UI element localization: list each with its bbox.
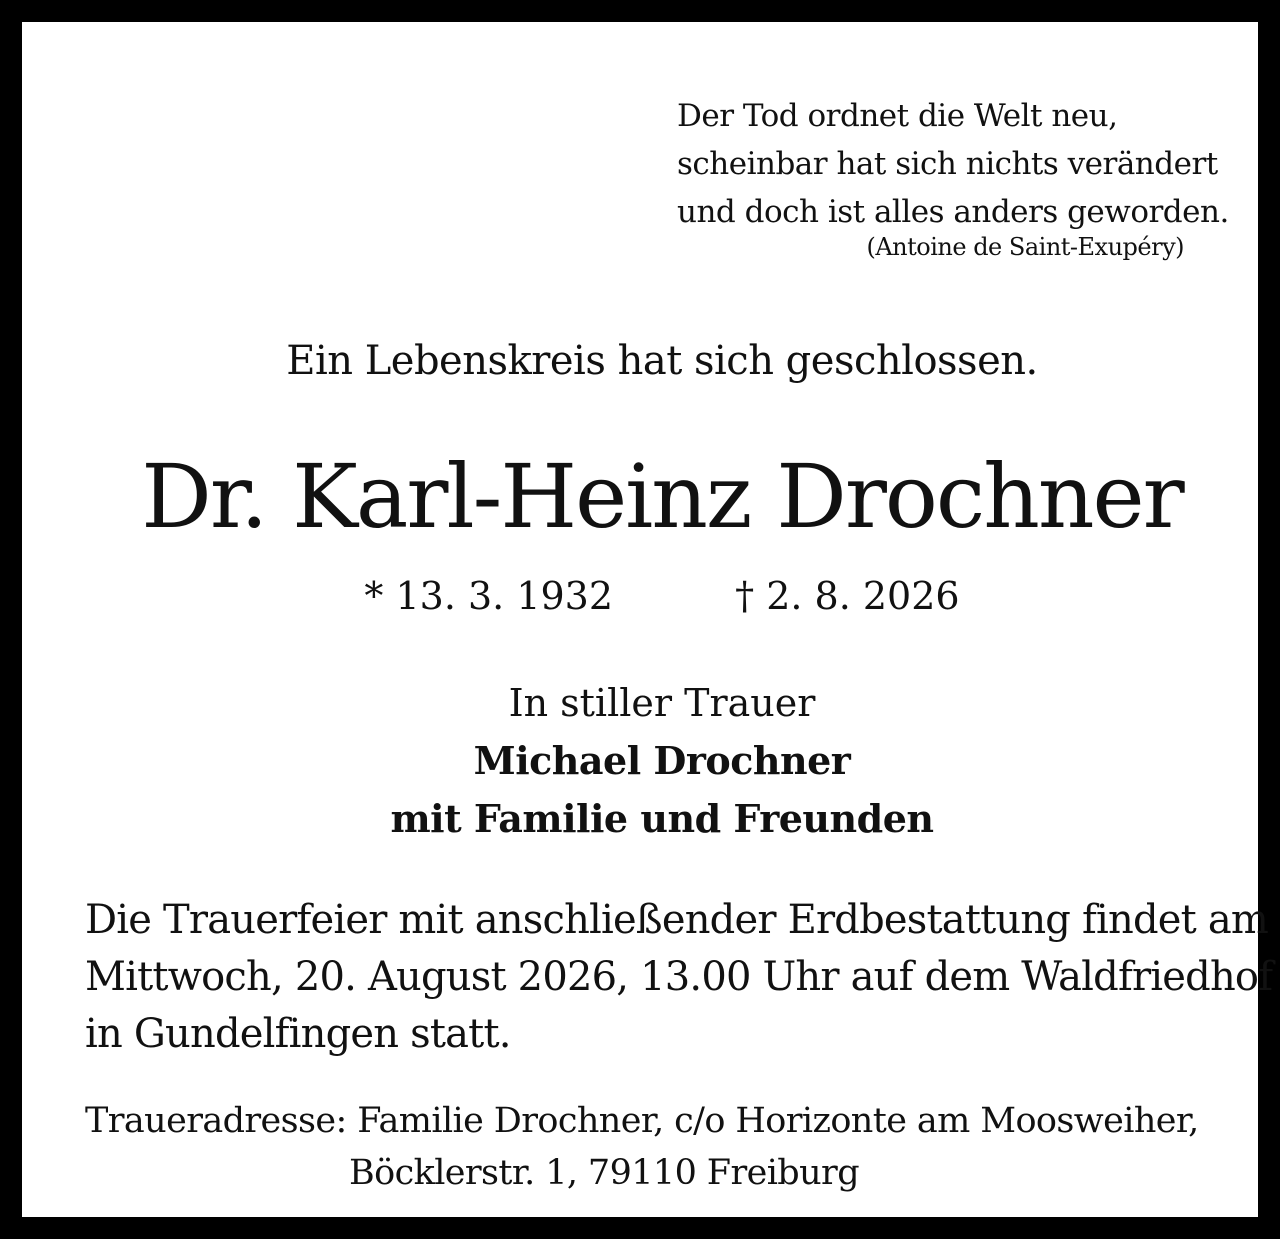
intro-line: Ein Lebenskreis hat sich geschlossen.: [286, 338, 1038, 384]
address-line: Böcklerstr. 1, 79110 Freiburg: [349, 1153, 859, 1193]
mourner-family: mit Familie und Freunden: [390, 796, 934, 841]
birth-date: * 13. 3. 1932: [364, 574, 614, 618]
quote-attribution: (Antoine de Saint-Exupéry): [866, 233, 1184, 261]
quote-line: scheinbar hat sich nichts verändert: [677, 146, 1218, 182]
ceremony-line: Die Trauerfeier mit anschließender Erdbestattung findet am: [85, 897, 1269, 943]
mourner-name: Michael Drochner: [473, 738, 851, 783]
epigraph-quote: [677, 92, 1247, 261]
deceased-name: Dr. Karl-Heinz Drochner: [141, 445, 1183, 548]
quote-line: und doch ist alles anders geworden.: [677, 194, 1229, 230]
quote-line: Der Tod ordnet die Welt neu,: [677, 98, 1118, 134]
mourning-intro: In stiller Trauer: [508, 681, 816, 725]
mourners-block: [44, 674, 1280, 848]
ceremony-details: [85, 892, 1273, 1063]
mourning-address: [85, 1095, 1265, 1199]
ceremony-line: Mittwoch, 20. August 2026, 13.00 Uhr auf dem Waldfriedhof: [85, 954, 1273, 1000]
life-dates: [44, 570, 1280, 622]
address-line: Traueradresse: Familie Drochner, c/o Horizonte am Moosweiher,: [85, 1101, 1199, 1141]
death-date: † 2. 8. 2026: [735, 574, 960, 618]
ceremony-line: in Gundelfingen statt.: [85, 1011, 511, 1057]
